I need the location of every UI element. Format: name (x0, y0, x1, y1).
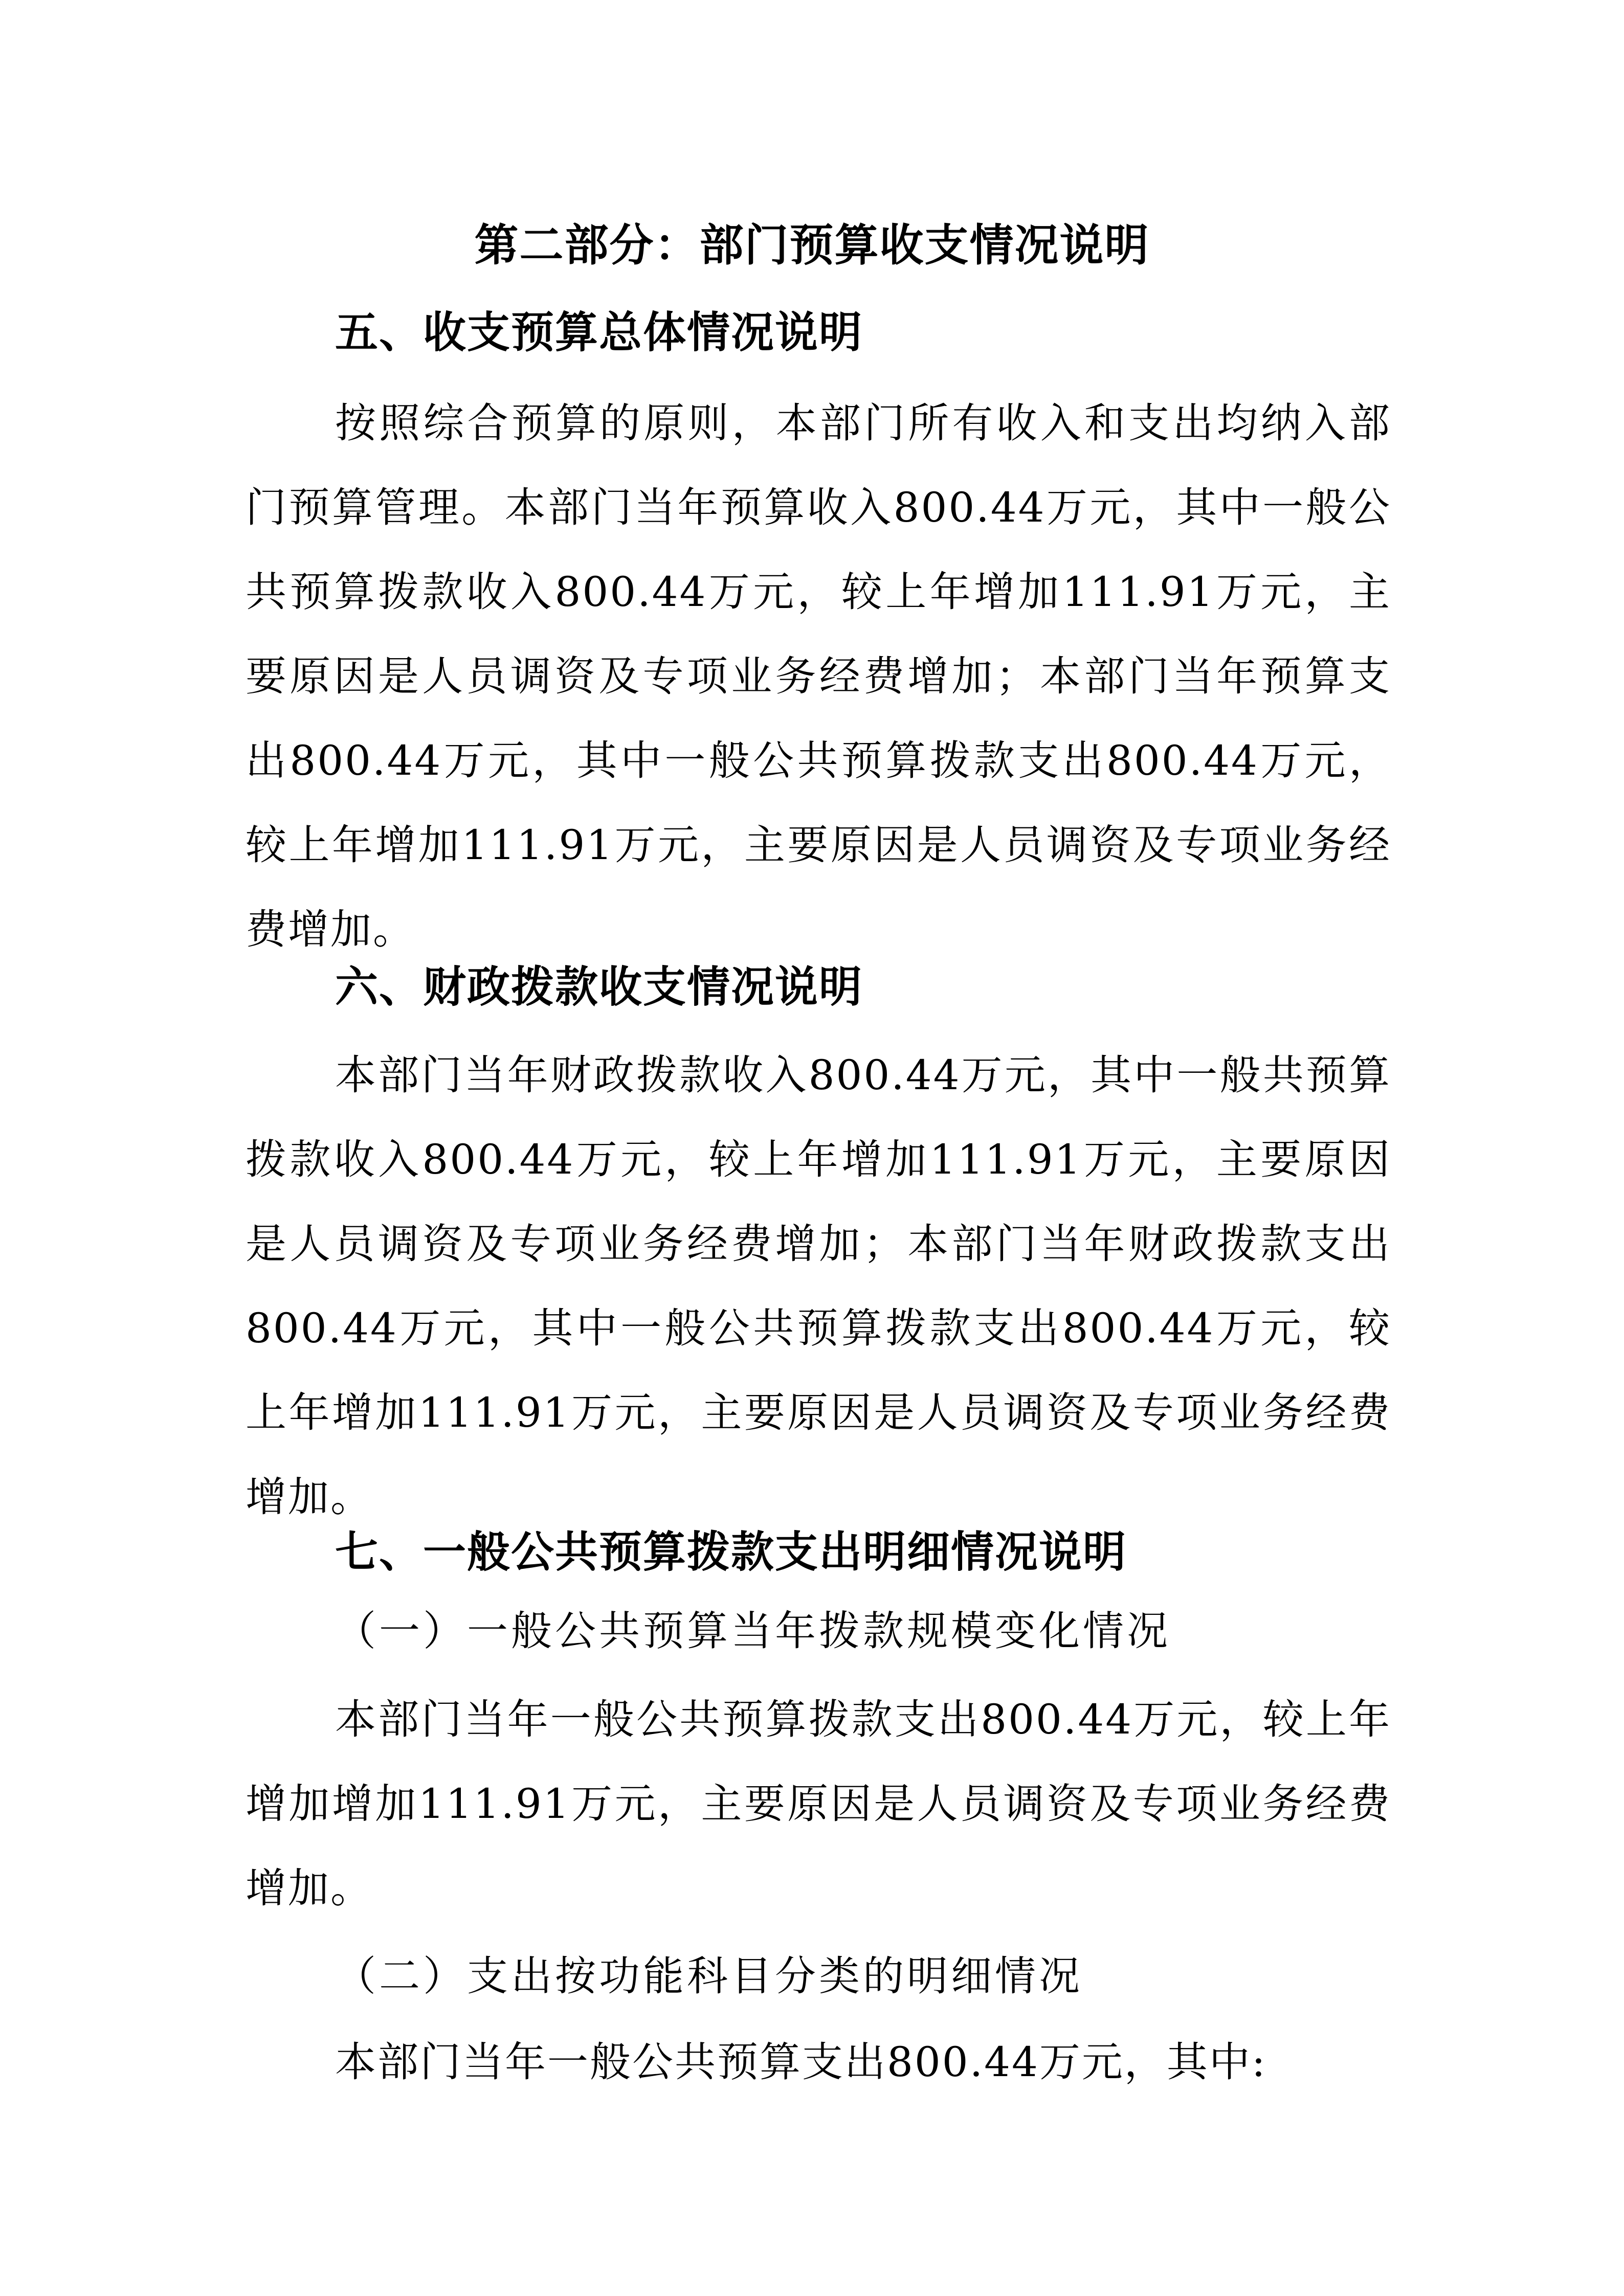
section-heading-5: 五、收支预算总体情况说明 (335, 307, 863, 357)
subsection-heading-2: （二）支出按功能科目分类的明细情况 (335, 1952, 1083, 2000)
section-paragraph-5: 按照综合预算的原则，本部门所有收入和支出均纳入部门预算管理。本部门当年预算收入800.44万元，其中一般公共预算拨款收入800.44万元，较上年增加111.91万元，主要原因是人员调资及专项业务经费增加；本部门当年预算支出800.44万元，其中一般公共预算拨款支出800.44万元，较上年增加111.91万元，主要原因是人员调资及专项业务经费增加。 (246, 399, 1391, 953)
section-heading-6: 六、财政拨款收支情况说明 (335, 962, 863, 1012)
section-paragraph-6: 本部门当年财政拨款收入800.44万元，其中一般共预算拨款收入800.44万元，较上年增加111.91万元，主要原因是人员调资及专项业务经费增加；本部门当年财政拨款支出800.44万元，其中一般公共预算拨款支出800.44万元，较上年增加111.91万元，主要原因是人员调资及专项业务经费增加。 (246, 1051, 1391, 1521)
subsection-heading-1: （一）一般公共预算当年拨款规模变化情况 (335, 1607, 1171, 1655)
page-title: 第二部分：部门预算收支情况说明 (474, 220, 1150, 271)
section-heading-7: 七、一般公共预算拨款支出明细情况说明 (335, 1527, 1127, 1577)
subsection-paragraph-2: 本部门当年一般公共预算支出800.44万元，其中: (335, 2038, 1267, 2086)
subsection-paragraph-1: 本部门当年一般公共预算拨款支出800.44万元，较上年增加增加111.91万元，主要原因是人员调资及专项业务经费增加。 (246, 1696, 1391, 1912)
